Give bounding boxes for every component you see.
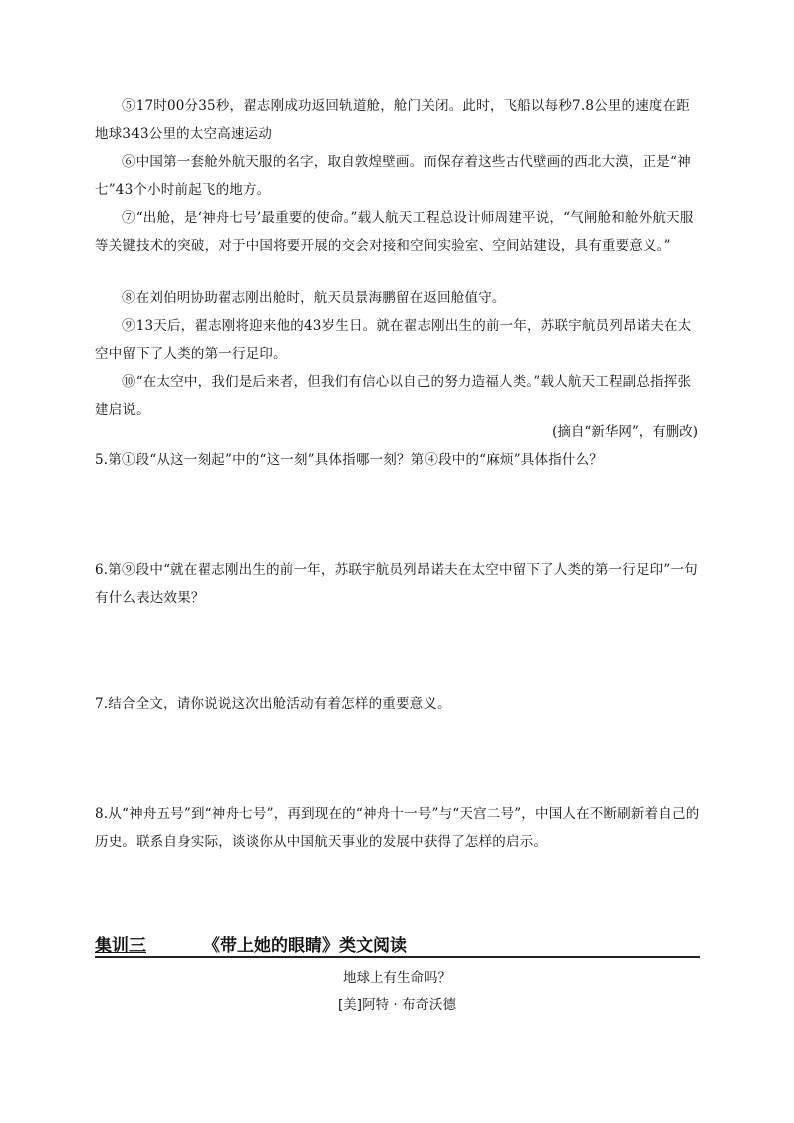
paragraph-6: ⑥中国第一套舱外航天服的名字，取自敦煌壁画。而保存着这些古代壁画的西北大漠，正是“神七”43个小时前起飞的地方。 (95, 154, 691, 198)
paragraph-9: ⑨13天后，翟志刚将迎来他的43岁生日。就在翟志刚出生的前一年，苏联宇航员列昂诺夫在太空中留下了人类的第一行足印。 (95, 318, 692, 362)
section-label: 集训三 (95, 936, 146, 956)
question-8: 8.从“神舟五号”到“神舟七号”，再到现在的“神舟十一号”与“天宫二号”，中国人在不断刷新着自己的历史。联系自身实际，谈谈你从中国航天事业的发展中获得了怎样的启示。 (95, 806, 700, 850)
paragraph-7: ⑦“出舱，是‘神舟七号’最重要的使命。”载人航天工程总设计师周建平说，“气闸舱和舱外航天服等关键技术的突破，对于中国将要开展的交会对接和空间实验室、空间站建设，具有重要意义。” (95, 210, 694, 254)
article-author: [美]阿特 · 布奇沃德 (338, 997, 456, 1013)
question-7: 7.结合全文，请你说说这次出舱活动有着怎样的重要意义。 (95, 696, 451, 712)
section-title: 《带上她的眼睛》类文阅读 (203, 936, 407, 956)
paragraph-8: ⑧在刘伯明协助翟志刚出舱时，航天员景海鹏留在返回舱值守。 (122, 290, 506, 306)
paragraph-10: ⑩“在太空中，我们是后来者，但我们有信心以自己的努力造福人类。”载人航天工程副总指挥张建启说。 (95, 374, 692, 418)
question-6: 6.第⑨段中“就在翟志刚出生的前一年，苏联宇航员列昂诺夫在太空中留下了人类的第一行足印”一句有什么表达效果？ (95, 562, 698, 606)
source-note: (摘自“新华网”，有删改) (552, 424, 698, 440)
question-5: 5.第①段“从这一刻起”中的“这一刻”具体指哪一刻？第④段中的“麻烦”具体指什么？ (95, 452, 603, 468)
section-heading (95, 930, 700, 958)
article-title: 地球上有生命吗？ (343, 970, 451, 986)
paragraph-5: ⑤17时00分35秒，翟志刚成功返回轨道舱，舱门关闭。此时，飞船以每秒7.8公里的速度在距地球343公里的太空高速运动 (95, 98, 691, 142)
